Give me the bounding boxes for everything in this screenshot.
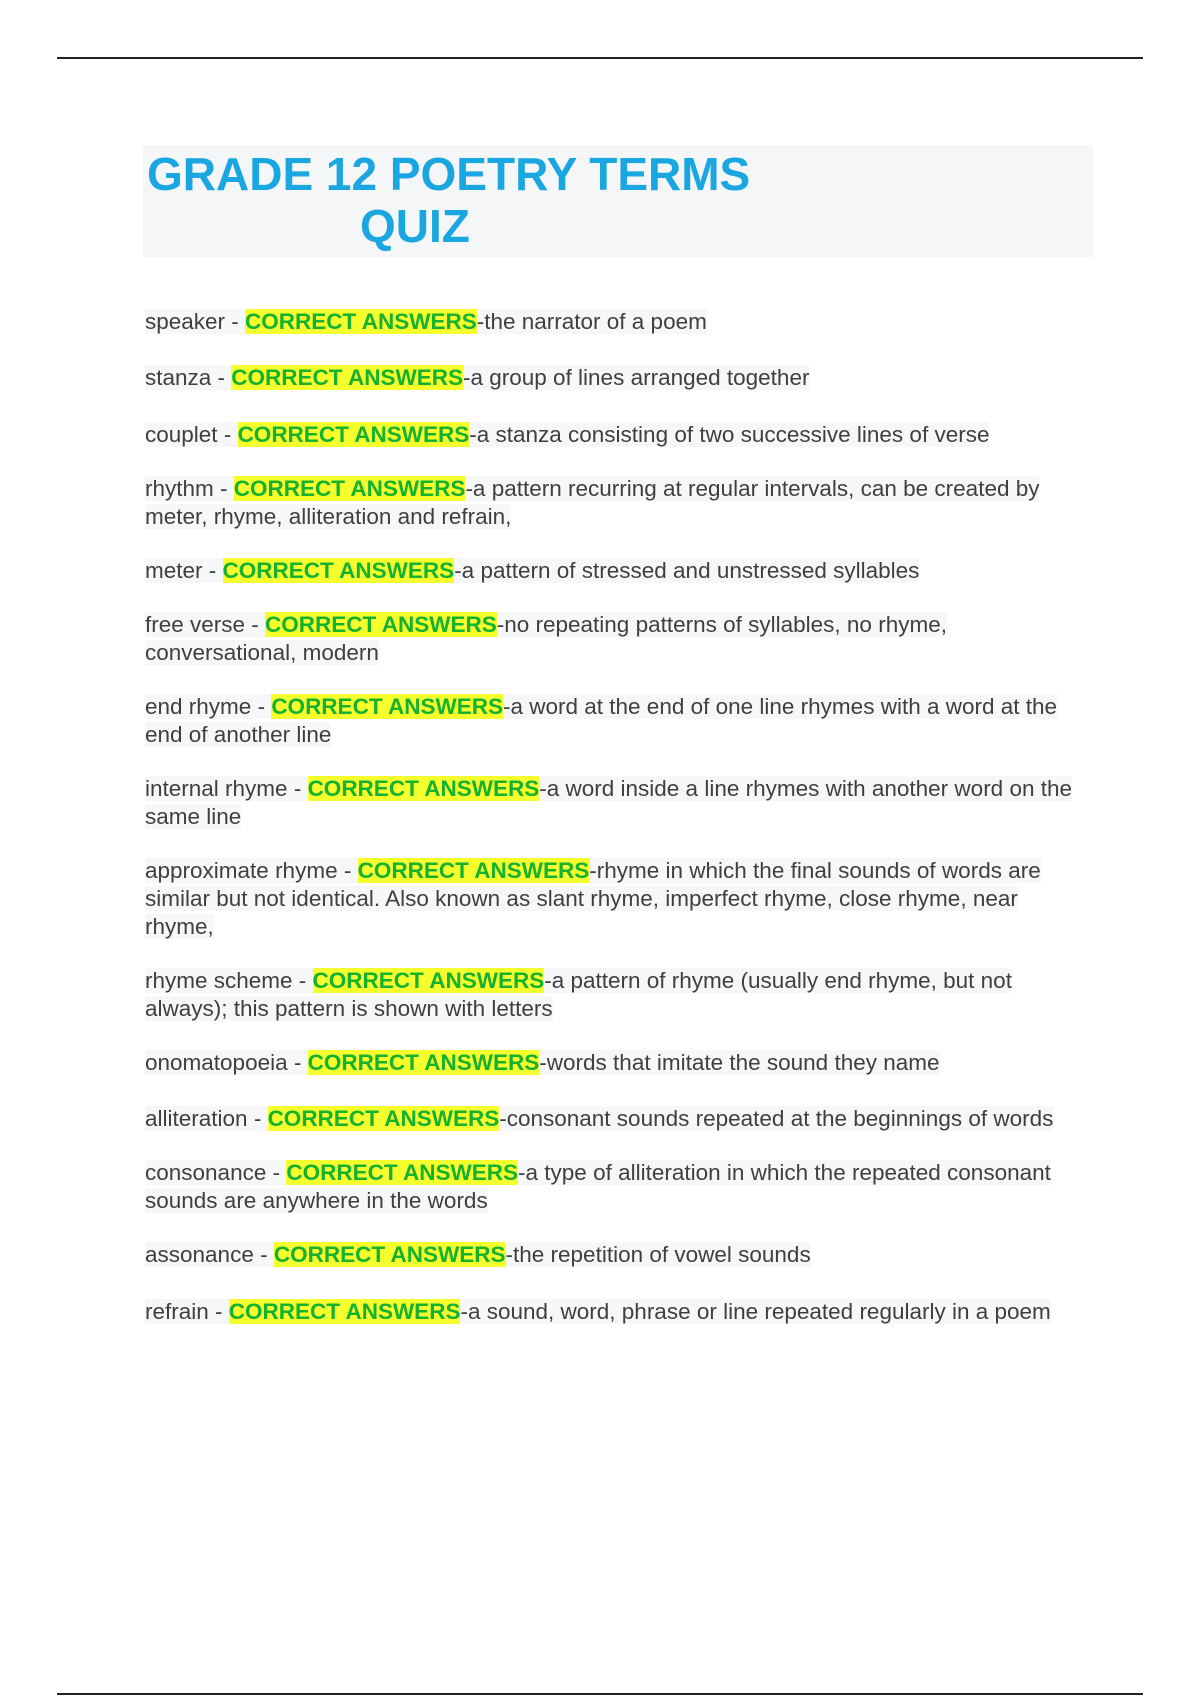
qa-item-speaker: speaker - CORRECT ANSWERS-the narrator of a poem <box>145 309 707 334</box>
correct-answers-marker: CORRECT ANSWERS <box>233 476 466 501</box>
definition-text: -a word at the end of one line rhymes with a word at the end of another line <box>145 694 1058 747</box>
definition-text: -a pattern of stressed and unstressed syllables <box>454 558 920 583</box>
term-text: end rhyme <box>145 694 252 719</box>
qa-item-assonance: assonance - CORRECT ANSWERS-the repetition of vowel sounds <box>145 1242 811 1267</box>
term-text: meter <box>145 558 203 583</box>
term-text: approximate rhyme <box>145 858 338 883</box>
top-rule <box>57 57 1143 59</box>
definition-text: -no repeating patterns of syllables, no rhyme, conversational, modern <box>145 612 947 665</box>
qa-item-free-verse: free verse - CORRECT ANSWERS-no repeating patterns of syllables, no rhyme, conversational, modern <box>145 612 947 665</box>
term-text: alliteration <box>145 1106 248 1131</box>
term-text: speaker <box>145 309 226 334</box>
qa-item-meter: meter - CORRECT ANSWERS-a pattern of stressed and unstressed syllables <box>145 558 920 583</box>
qa-item-internal-rhyme: internal rhyme - CORRECT ANSWERS-a word inside a line rhymes with another word on the same line <box>145 776 1073 829</box>
title-block <box>143 145 1093 257</box>
correct-answers-marker: CORRECT ANSWERS <box>271 694 503 719</box>
page-title-line-2: QUIZ <box>360 200 470 252</box>
definition-text: -a pattern recurring at regular intervals, can be created by meter, rhyme, alliteration and refrain, <box>145 476 1040 529</box>
correct-answers-marker: CORRECT ANSWERS <box>222 558 455 583</box>
definition-text: -a stanza consisting of two successive lines of verse <box>469 422 990 447</box>
qa-item-rhyme-scheme: rhyme scheme - CORRECT ANSWERS-a pattern of rhyme (usually end rhyme, but not always); this pattern is shown with letters <box>145 968 1012 1021</box>
qa-item-alliteration: alliteration - CORRECT ANSWERS-consonant sounds repeated at the beginnings of words <box>145 1106 1054 1131</box>
correct-answers-marker: CORRECT ANSWERS <box>237 422 470 447</box>
term-text: rhyme scheme <box>145 968 293 993</box>
qa-item-end-rhyme: end rhyme - CORRECT ANSWERS-a word at the end of one line rhymes with a word at the end of another line <box>145 694 1058 747</box>
qa-list <box>145 308 1090 1326</box>
correct-answers-marker: CORRECT ANSWERS <box>286 1160 519 1185</box>
definition-text: -rhyme in which the final sounds of words are similar but not identical. Also known as slant rhyme, imperfect rhyme, close rhyme, near rhyme, <box>145 858 1041 939</box>
definition-text: -a sound, word, phrase or line repeated regularly in a poem <box>460 1299 1051 1324</box>
term-text: couplet <box>145 422 218 447</box>
page-title-line-1: GRADE 12 POETRY TERMS <box>147 148 751 200</box>
correct-answers-marker: CORRECT ANSWERS <box>307 776 540 801</box>
qa-item-couplet: couplet - CORRECT ANSWERS-a stanza consisting of two successive lines of verse <box>145 422 990 447</box>
correct-answers-marker: CORRECT ANSWERS <box>245 309 477 334</box>
term-text: consonance <box>145 1160 267 1185</box>
correct-answers-marker: CORRECT ANSWERS <box>265 612 497 637</box>
definition-text: -the narrator of a poem <box>476 309 707 334</box>
term-text: refrain <box>145 1299 209 1324</box>
term-text: stanza <box>145 365 212 390</box>
qa-item-approximate-rhyme: approximate rhyme - CORRECT ANSWERS-rhyme in which the final sounds of words are similar but not identical. Also known as slant rhyme, imperfect rhyme, close rhyme, near rhyme, <box>145 858 1041 939</box>
definition-text: -a word inside a line rhymes with another word on the same line <box>145 776 1073 829</box>
correct-answers-marker: CORRECT ANSWERS <box>307 1050 540 1075</box>
qa-item-consonance: consonance - CORRECT ANSWERS-a type of alliteration in which the repeated consonant sounds are anywhere in the words <box>145 1160 1051 1213</box>
term-text: rhythm <box>145 476 214 501</box>
qa-item-onomatopoeia: onomatopoeia - CORRECT ANSWERS-words that imitate the sound they name <box>145 1050 940 1075</box>
correct-answers-marker: CORRECT ANSWERS <box>267 1106 500 1131</box>
correct-answers-marker: CORRECT ANSWERS <box>312 968 545 993</box>
definition-text: -a type of alliteration in which the repeated consonant sounds are anywhere in the words <box>145 1160 1051 1213</box>
term-text: internal rhyme <box>145 776 288 801</box>
correct-answers-marker: CORRECT ANSWERS <box>357 858 590 883</box>
term-text: free verse <box>145 612 246 637</box>
qa-item-refrain: refrain - CORRECT ANSWERS-a sound, word, phrase or line repeated regularly in a poem <box>145 1299 1051 1324</box>
definition-text: -a pattern of rhyme (usually end rhyme, but not always); this pattern is shown with letters <box>145 968 1012 1021</box>
definition-text: -consonant sounds repeated at the beginnings of words <box>499 1106 1054 1131</box>
correct-answers-marker: CORRECT ANSWERS <box>231 365 463 390</box>
bottom-rule <box>57 1693 1143 1695</box>
definition-text: -words that imitate the sound they name <box>539 1050 940 1075</box>
definition-text: -a group of lines arranged together <box>462 365 810 390</box>
qa-item-stanza: stanza - CORRECT ANSWERS-a group of lines arranged together <box>145 365 810 390</box>
term-text: assonance <box>145 1242 254 1267</box>
definition-text: -the repetition of vowel sounds <box>505 1242 811 1267</box>
correct-answers-marker: CORRECT ANSWERS <box>228 1299 461 1324</box>
term-text: onomatopoeia <box>145 1050 288 1075</box>
correct-answers-marker: CORRECT ANSWERS <box>273 1242 506 1267</box>
qa-item-rhythm: rhythm - CORRECT ANSWERS-a pattern recurring at regular intervals, can be created by meter, rhyme, alliteration and refrain, <box>145 476 1040 529</box>
